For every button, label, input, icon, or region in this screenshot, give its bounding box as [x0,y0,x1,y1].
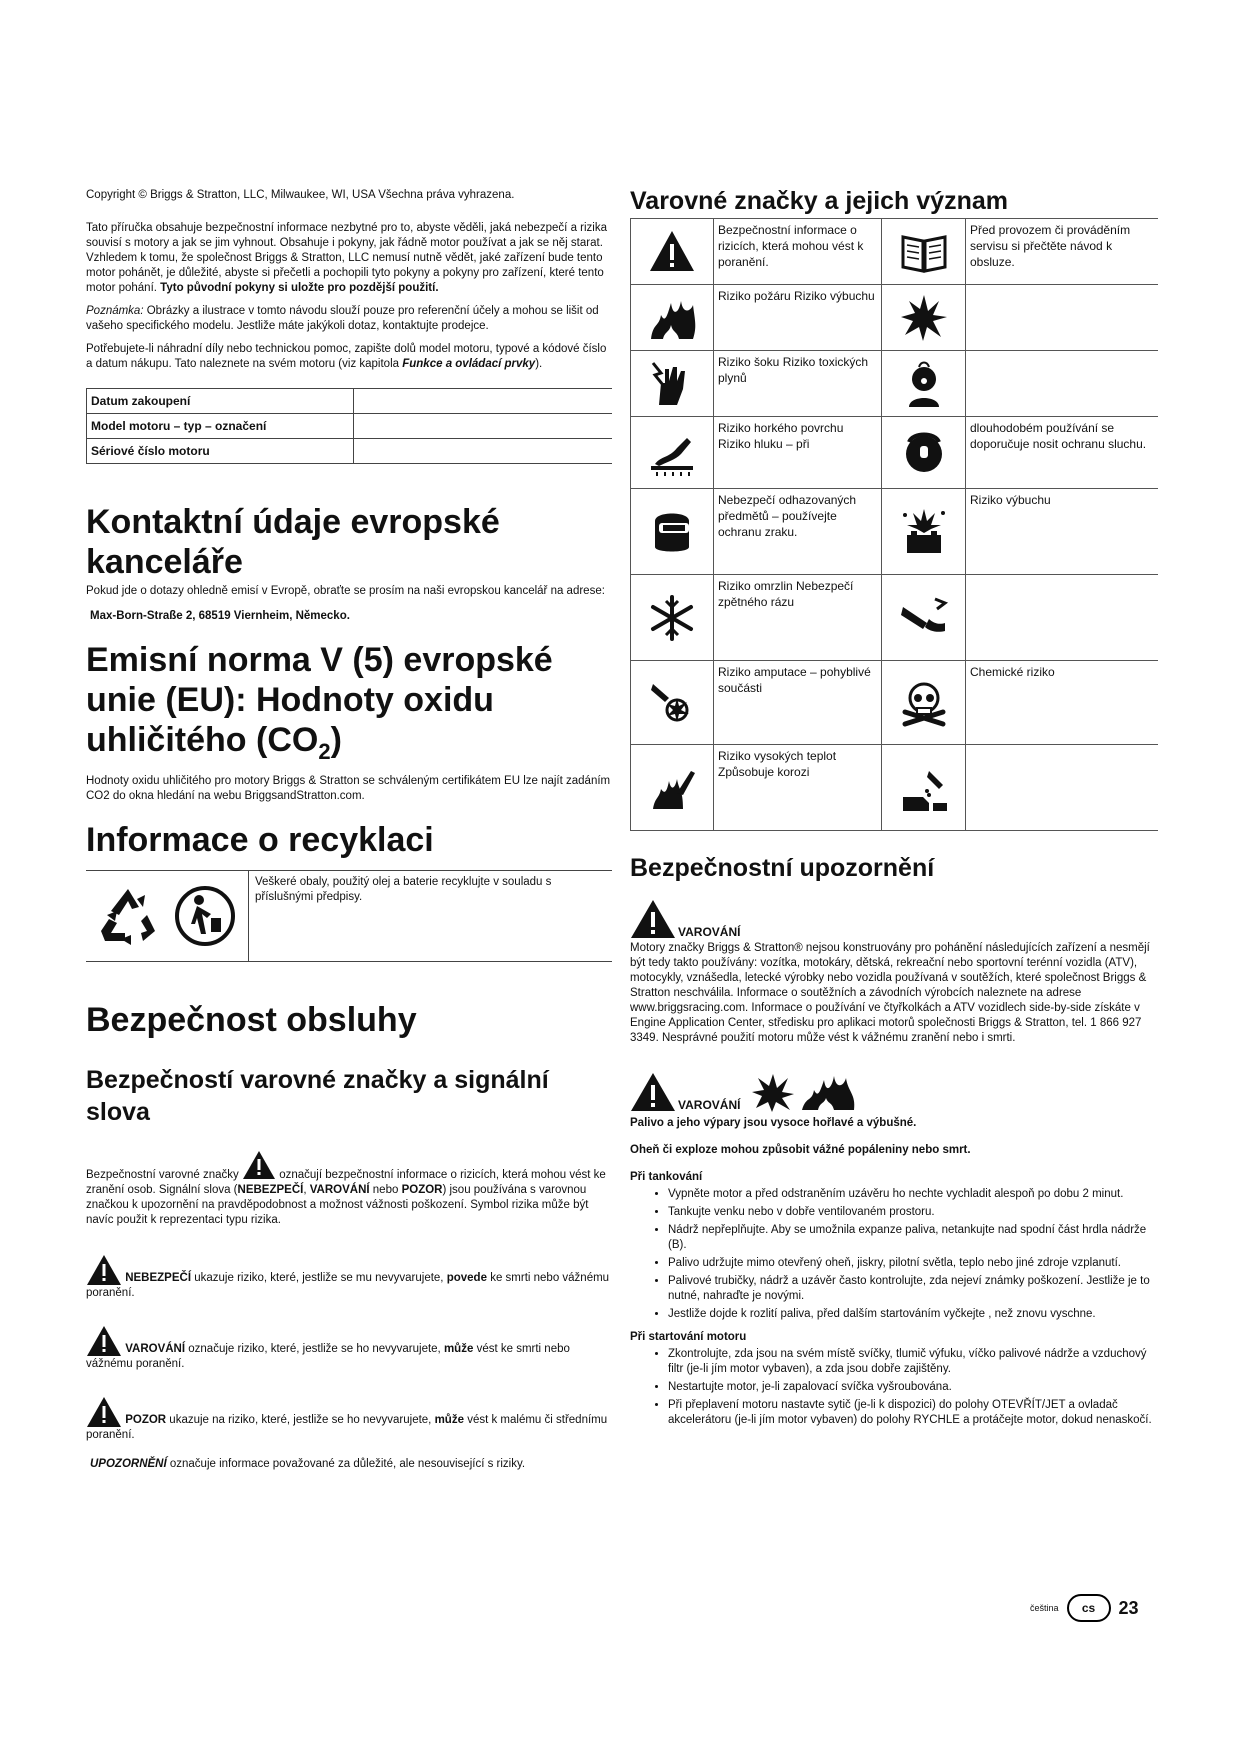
list-item: • Palivové trubičky, nádrž a uzávěr často kontrolujte, zda nejeví známky poškození. Jestliže je to nutné, nahraďte je novými. [668,1274,1158,1304]
kickback-icon [899,593,949,643]
fire-icon [798,1072,858,1112]
symbol-cell [882,745,966,831]
refuel-heading: Při tankování [630,1171,703,1183]
purchase-date-label: Datum zakoupení [87,389,354,414]
symbol-description: Před provozem či prováděním servisu si přečtěte návod k obsluze. [966,219,1158,285]
right-column [630,188,1158,1431]
serial-number-value[interactable] [354,439,613,464]
recycle-text: Veškeré obaly, použitý olej a baterie recyklujte v souladu s příslušnými předpisy. [255,875,552,903]
symbol-cell [630,219,714,285]
symbol-description: Riziko horkého povrchu Riziko hluku – při [714,417,882,489]
warning-word-1: VAROVÁNÍ [678,925,741,939]
symbol-description [966,285,1158,351]
symbol-cell [630,745,714,831]
danger-text-b: ke smrti nebo vážnému poranění. [86,1271,610,1299]
signal-word-warning: VAROVÁNÍ [309,1183,370,1196]
intro-text: Tato příručka obsahuje bezpečnostní informace nezbytné pro to, abyste věděli, jaká nebezpečí a rizika souvisí s motory a jak se jim vyhnout. Obsahuje i pokyny, jak řádně motor používat a jak se něj starat. Vzhledem k tomu, že společnost Briggs & Stratton, LLC nemusí nutně vědět, jaké zařízení bude tento motor pohánět, je důležité, abyste si přečetli a pochopili tyto pokyny a pokyny pro zařízení, které tento motor pohání. [86,222,607,294]
page-footer [1030,1594,1139,1622]
note-text: Obrázky a ilustrace v tomto návodu slouží pouze pro referenční účely a mohou se lišit od vašeho specifického modelu. Jestliže máte jakýkoli dotaz, kontaktujte prodejce. [86,305,599,332]
list-item: • Palivo udržujte mimo otevřený oheň, jiskry, pilotní světla, teplo nebo jiné zdroje vzplanutí. [668,1256,1158,1271]
list-item: • Nestartujte motor, je-li zapalovací svíčka vyšroubována. [668,1380,1158,1395]
list-item: • Nádrž nepřeplňujte. Aby se umožnila expanze paliva, netankujte nad spodní část hrdla nádrže (B). [668,1223,1158,1253]
contact-heading: Kontaktní údaje evropské kanceláře [86,503,500,581]
symbols-grid [630,218,1158,831]
emission-heading-end: ) [330,721,342,759]
symbol-cell [630,489,714,575]
recycle-icon [97,885,159,947]
signal-word-danger: NEBEZPEČÍ [237,1183,304,1196]
footer-language: čeština [1030,1603,1059,1613]
symbol-description [966,575,1158,661]
toxic-fumes-icon [899,359,949,409]
symbol-description: Riziko amputace – pohyblivé součásti [714,661,882,745]
battery-explosion-icon [899,507,949,557]
symbol-description [966,745,1158,831]
symbol-description: Nebezpečí odhazovaných předmětů – používejte ochranu zraku. [714,489,882,575]
language-badge: cs [1067,1594,1111,1622]
alert-triangle-icon [86,1325,122,1357]
page-number: 23 [1118,1597,1139,1618]
emission-heading-sub: 2 [318,738,331,764]
symbol-cell [630,661,714,745]
symbol-cell [882,489,966,575]
parts-ref: Funkce a ovládací prvky [402,358,536,370]
danger-paragraph [86,1254,612,1301]
copyright: Copyright © Briggs & Stratton, LLC, Milwaukee, WI, USA Všechna práva vyhrazena. [86,189,515,201]
symbol-description: Riziko vysokých teplot Způsobuje korozi [714,745,882,831]
eye-protection-icon [647,507,697,557]
signal-heading: Bezpečností varovné značky a signální slova [86,1065,549,1126]
left-column [86,188,612,1472]
engine-model-label: Model motoru – typ – označení [87,414,354,439]
table-row [87,439,613,464]
warning-header-2 [630,1072,1158,1112]
notice-paragraph [86,1457,612,1472]
caution-bold: může [434,1413,464,1426]
warning-fuel-line1: Palivo a jeho výpary jsou vysoce hořlavé a výbušné. [630,1117,917,1129]
symbol-cell [630,575,714,661]
note-label: Poznámka: [86,305,144,317]
start-heading: Při startování motoru [630,1331,747,1343]
caution-paragraph [86,1396,612,1443]
recycle-box [86,870,612,962]
signal-word-caution: POZOR [401,1183,443,1196]
symbols-heading: Varovné značky a jejich význam [630,187,1008,215]
warning-word: VAROVÁNÍ [125,1342,186,1355]
purchase-date-value[interactable] [354,389,613,414]
emission-text: Hodnoty oxidu uhličitého pro motory Briggs & Stratton se schváleným certifikátem EU lze najít zadáním CO2 do okna hledání na webu BriggsandStratton.com. [86,774,611,802]
alert-triangle-icon [630,1072,676,1112]
hearing-protection-icon [899,428,949,478]
symbol-cell [882,661,966,745]
alert-triangle-icon [86,1396,122,1428]
emission-heading [86,640,612,772]
high-temperature-icon [647,763,697,813]
list-item: • Při přeplavení motoru nastavte sytič (je-li k dispozici) do polohy OTEVŘÍT/JET a ovladač akcelerátoru (je-li jím motor vybaven) do polohy RYCHLE a protáčejte motor, dokud nenaskočí. [668,1398,1158,1428]
engine-model-value[interactable] [354,414,613,439]
shock-icon [647,359,697,409]
recycle-heading: Informace o recyklaci [86,820,434,859]
symbol-description: Riziko výbuchu [966,489,1158,575]
danger-bold: povede [446,1271,487,1284]
signal-sep1: , [303,1183,310,1196]
signal-text-c: ) jsou používána s varovnou značkou k upozornění na pravděpodobnost a možnost vážnosti poškození. Symbol rizika může být navíc použit k reprezentaci typu rizika. [86,1183,589,1226]
alert-triangle-icon [86,1254,122,1286]
tidyman-recycle-icon [173,884,237,948]
emission-heading-text: Emisní norma V (5) evropské unie (EU): Hodnoty oxidu uhličitého (CO [86,641,553,759]
symbol-description: Bezpečnostní informace o rizicích, která mohou vést k poranění. [714,219,882,285]
purchase-info-table [86,388,612,464]
parts-paragraph [86,342,612,372]
amputation-icon [647,678,697,728]
start-list [630,1347,1158,1428]
alert-triangle-icon [242,1150,276,1180]
warning-header-1 [630,899,1158,939]
notice-word: UPOZORNĚNÍ [90,1457,167,1470]
serial-number-label: Sériové číslo motoru [87,439,354,464]
caution-word: POZOR [125,1413,167,1426]
safety-warnings-heading: Bezpečnostní upozornění [630,854,935,882]
symbol-cell [630,417,714,489]
symbol-description: Riziko šoku Riziko toxických plynů [714,351,882,417]
recycle-icons [86,871,249,961]
caution-text-b: vést k malému či střednímu poranění. [86,1413,608,1441]
warning-fuel-line2: Oheň či exploze mohou způsobit vážné popáleniny nebo smrt. [630,1144,971,1156]
symbol-cell [882,219,966,285]
note-paragraph [86,304,612,334]
symbol-cell [882,417,966,489]
signal-paragraph [86,1150,612,1228]
list-item: • Tankujte venku nebo v dobře ventilovaném prostoru. [668,1205,1158,1220]
warning-word-2: VAROVÁNÍ [678,1098,741,1112]
parts-text: Potřebujete-li náhradní díly nebo technickou pomoc, zapište dolů model motoru, typové a kódové číslo a datum nákupu. Tato naleznete na svém motoru (viz kapitola [86,343,607,370]
contact-address: Max-Born-Straße 2, 68519 Viernheim, Německo. [90,610,350,622]
contact-text: Pokud jde o dotazy ohledně emisí v Evropě, obraťte se prosím na naši evropskou kancelář na adrese: [86,585,605,597]
symbol-cell [882,351,966,417]
symbol-cell [882,285,966,351]
corrosion-icon [899,763,949,813]
frostbite-icon [647,593,697,643]
table-row [87,414,613,439]
symbol-description: Riziko omrzlin Nebezpečí zpětného rázu [714,575,882,661]
table-row [87,389,613,414]
list-item: • Jestliže dojde k rozlití paliva, před dalším startováním vyčkejte , než znovu vyschne. [668,1307,1158,1322]
notice-text: označuje informace považované za důležité, ale nesouvisející s riziky. [169,1457,526,1470]
explosion-icon [899,293,949,343]
warning-paragraph [86,1325,612,1372]
list-item: • Vypněte motor a před odstraněním uzávěru ho nechte vychladit alespoň po dobu 2 minut. [668,1187,1158,1202]
safety-heading: Bezpečnost obsluhy [86,1000,417,1039]
intro-paragraph [86,221,612,296]
symbol-cell [630,285,714,351]
symbol-description: Chemické riziko [966,661,1158,745]
intro-bold: Tyto původní pokyny si uložte pro pozdější použití. [160,282,439,294]
manual-book-icon [899,227,949,277]
danger-word: NEBEZPEČÍ [125,1271,192,1284]
alert-triangle-icon [630,899,676,939]
warning-text-1: Motory značky Briggs & Stratton® nejsou konstruovány pro pohánění následujících zařízení a nesmějí být tedy takto používány: vozítka, motokáry, dětská, rekreační nebo sportovní terénní vozidla (ATV), motocykly, vznášedla, letecké výrobky nebo vozidla používaná v soutěžích, které společnost Briggs & Stratton neschválila. Informace o soutěžních a závodních výrobcích naleznete na adrese www.briggsracing.com. Informace o používání ve čtyřkolkách a ATV vozidlech side-by-side získáte v Engine Application Center, středisku pro aplikaci motorů společnosti Briggs & Stratton, tel. 1 866 927 3349. Nesprávné použití motoru může vést k vážnému zranění nebo i smrti. [630,942,1150,1044]
fire-icon [647,293,697,343]
hot-surface-icon [647,428,697,478]
signal-sep2: nebo [369,1183,402,1196]
refuel-list [630,1187,1158,1322]
symbol-description: dlouhodobém používání se doporučuje nosit ochranu sluchu. [966,417,1158,489]
symbol-description: Riziko požáru Riziko výbuchu [714,285,882,351]
warning-bold: může [443,1342,474,1355]
symbol-description [966,351,1158,417]
warning-text-a: označuje riziko, které, jestliže se ho nevyvarujete, [188,1342,441,1355]
skull-crossbones-icon [899,678,949,728]
warning-text-b: vést ke smrti nebo vážnému poranění. [86,1342,570,1370]
caution-text-a: ukazuje na riziko, které, jestliže se ho nevyvarujete, [169,1413,432,1426]
signal-text-a: Bezpečnostní varovné značky [86,1168,239,1181]
danger-text-a: ukazuje riziko, které, jestliže se mu nevyvarujete, [194,1271,444,1284]
symbol-cell [630,351,714,417]
symbol-cell [882,575,966,661]
list-item: • Zkontrolujte, zda jsou na svém místě svíčky, tlumič výfuku, víčko palivové nádrže a vzduchový filtr (je-li jím motor vybaven), a zda jsou dobře zajištěny. [668,1347,1158,1377]
parts-end: ). [535,358,543,370]
signal-text-b: označují bezpečnostní informace o rizicích, která mohou vést ke zranění osob. Signální slova ( [86,1168,606,1196]
explosion-icon [750,1072,796,1112]
alert-triangle-icon [647,227,697,277]
